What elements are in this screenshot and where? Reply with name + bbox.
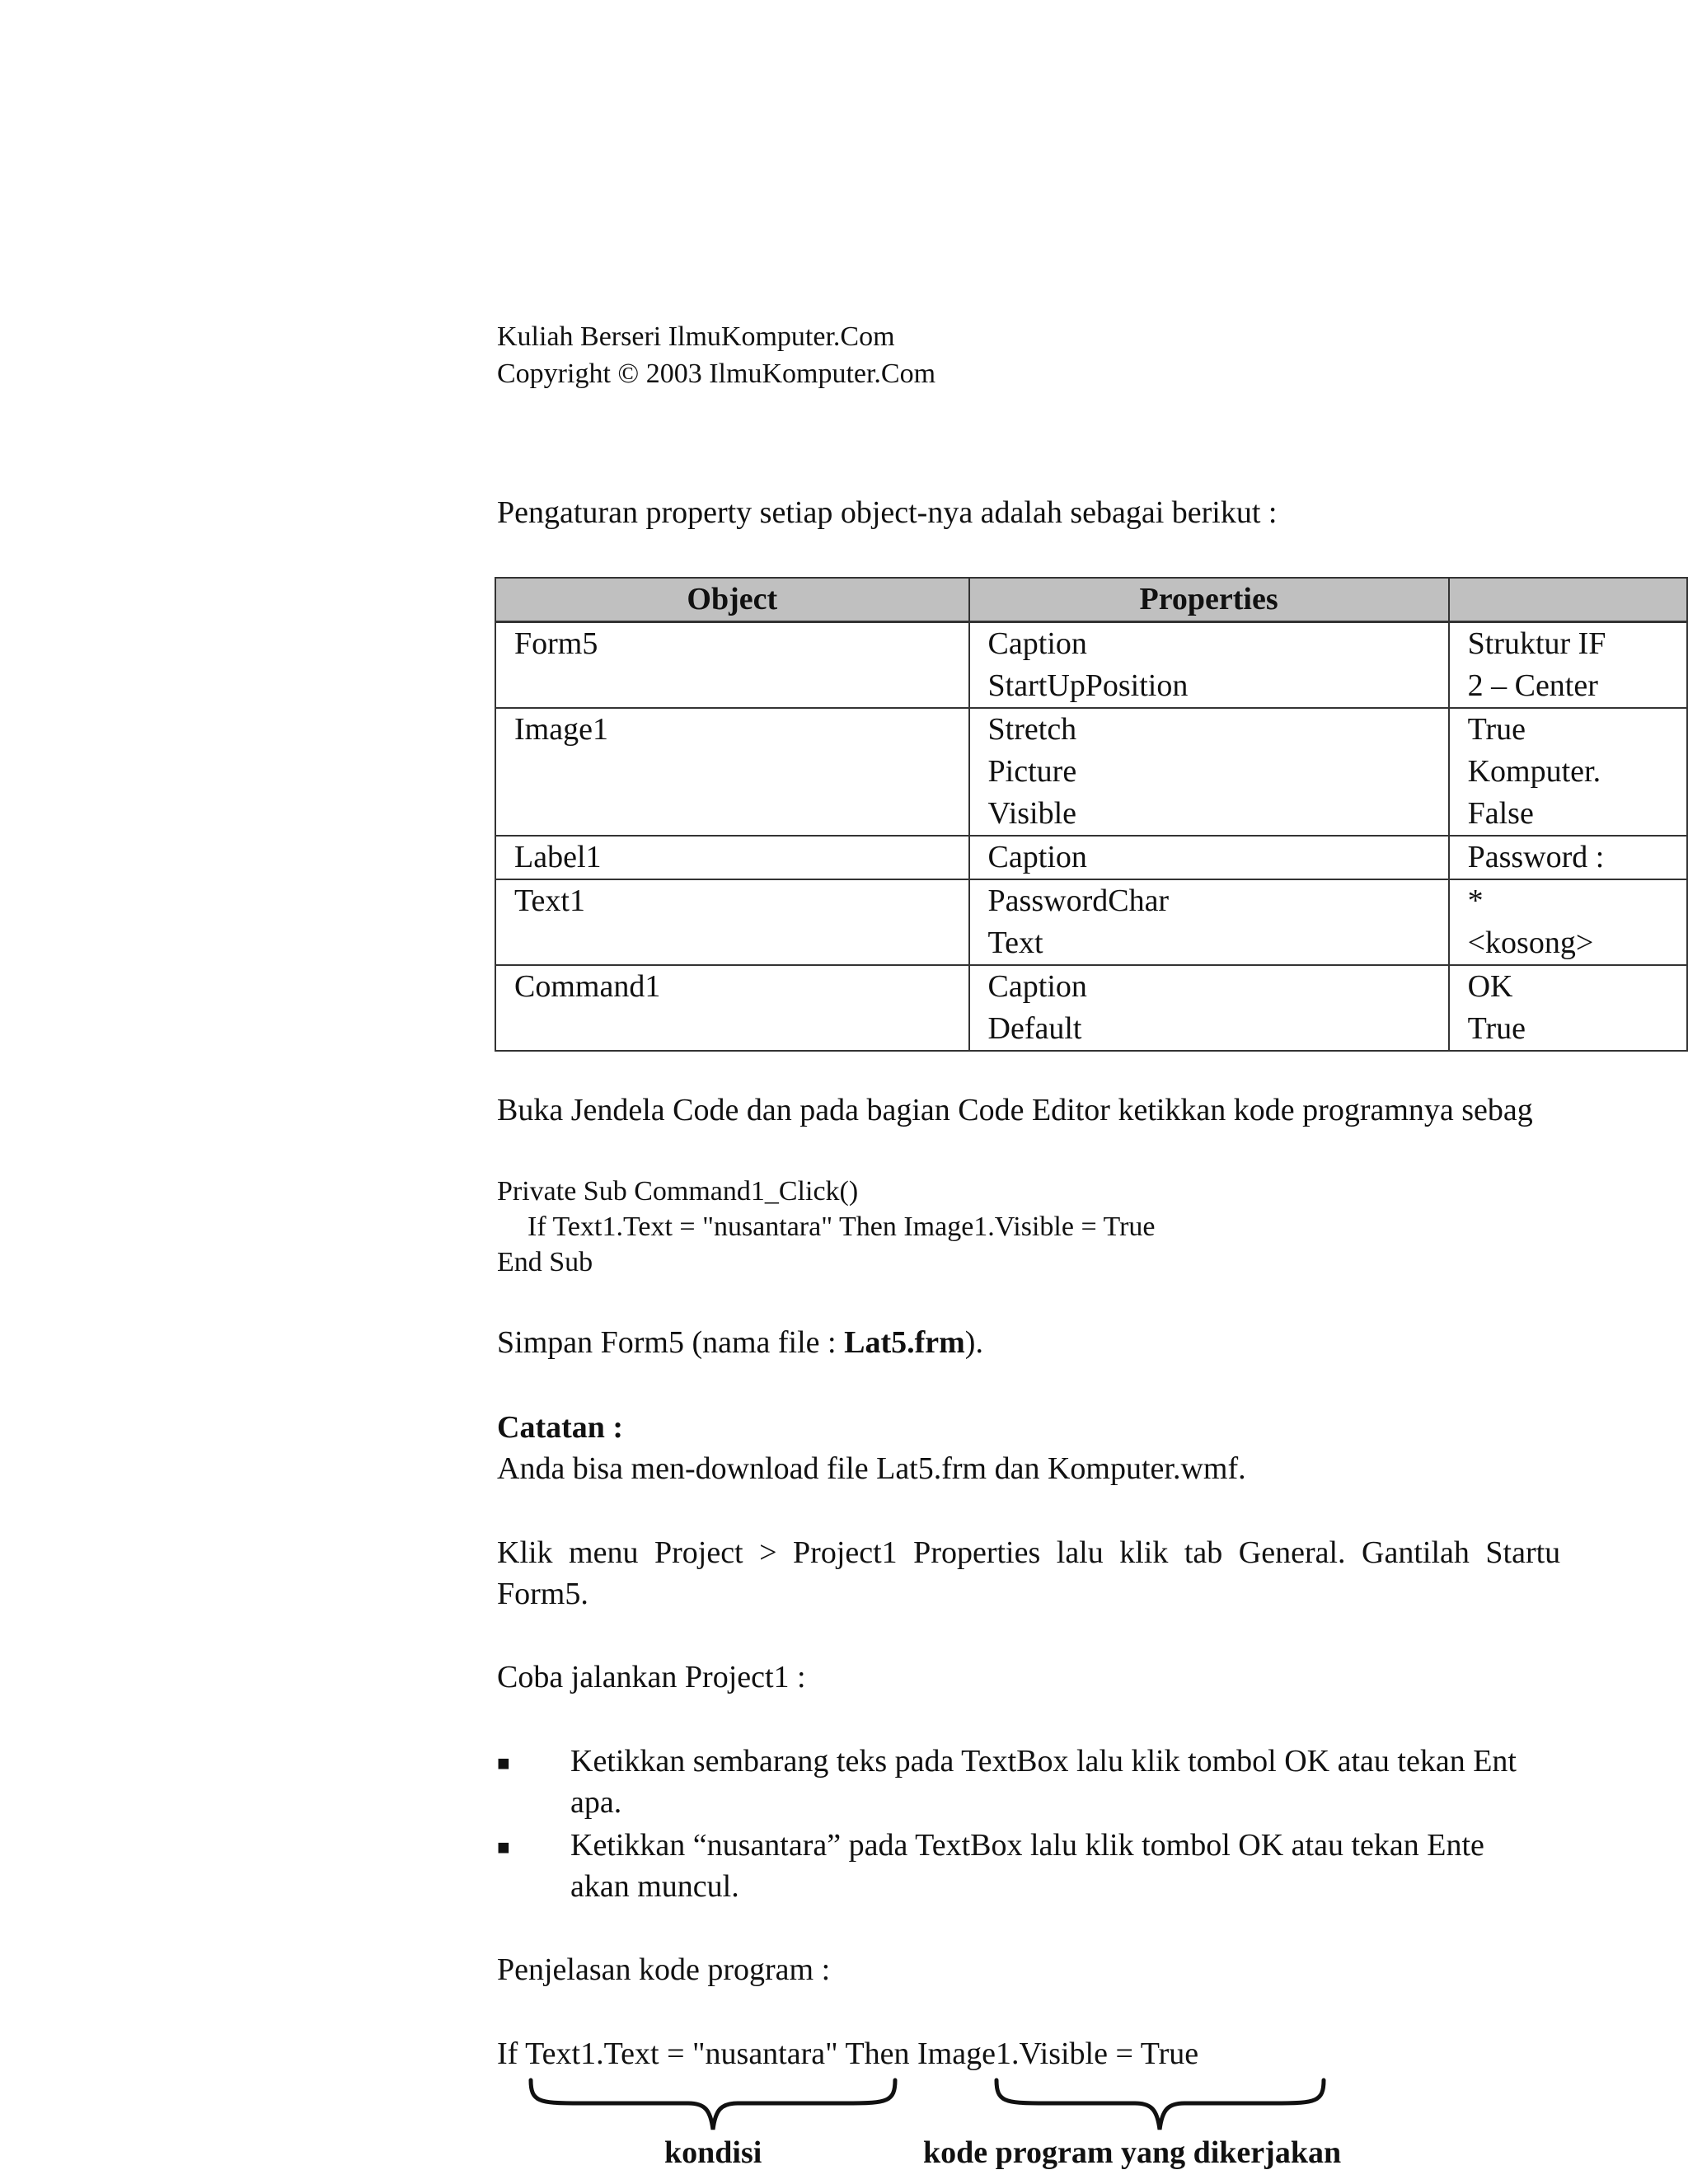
label-action: kode program yang dikerjakan	[923, 2135, 1342, 2170]
header-copyright: Copyright © 2003 IlmuKomputer.Com	[497, 359, 936, 389]
bullet-2-line-1: Ketikkan “nusantara” pada TextBox lalu klik tombol OK atau tekan Ente	[570, 1828, 1484, 1863]
object-name: Form5	[514, 626, 598, 661]
menu-instruction-line-2: Form5.	[497, 1577, 588, 1611]
note-title: Catatan :	[497, 1410, 624, 1445]
property-value: OK	[1467, 969, 1513, 1004]
property-value: Password :	[1467, 840, 1605, 874]
property-name: Default	[987, 1011, 1082, 1046]
table-row	[495, 879, 1687, 965]
property-value: True	[1467, 712, 1526, 747]
property-name: Picture	[987, 754, 1077, 789]
save-filename: Lat5.frm	[844, 1325, 965, 1360]
property-name: Visible	[987, 796, 1077, 831]
save-prefix: Simpan Form5 (nama file :	[497, 1325, 845, 1360]
property-name: StartUpPosition	[987, 668, 1189, 703]
header-object: Object	[495, 578, 969, 622]
action-brace-icon	[993, 2077, 1327, 2135]
label-condition: kondisi	[664, 2135, 762, 2170]
code-intro-text: Buka Jendela Code dan pada bagian Code Editor ketikkan kode programnya sebag	[497, 1093, 1533, 1127]
object-name: Text1	[514, 883, 585, 918]
property-name: Caption	[987, 626, 1087, 661]
diagram-statement: If Text1.Text = "nusantara" Then Image1.Visible = True	[497, 2036, 1199, 2071]
properties-table	[495, 577, 1688, 1052]
property-value: Struktur IF	[1467, 626, 1606, 661]
property-name: PasswordChar	[987, 883, 1170, 918]
object-name: Command1	[514, 969, 661, 1004]
explanation-title: Penjelasan kode program :	[497, 1952, 831, 1987]
bullet-1-line-1: Ketikkan sembarang teks pada TextBox lalu klik tombol OK atau tekan Ent	[570, 1744, 1517, 1779]
run-intro-text: Coba jalankan Project1 :	[497, 1660, 806, 1694]
table-row	[495, 836, 1687, 879]
intro-text: Pengaturan property setiap object-nya adalah sebagai berikut :	[497, 495, 1278, 530]
note-text: Anda bisa men-download file Lat5.frm dan Komputer.wmf.	[497, 1451, 1246, 1486]
code-line-2: If Text1.Text = "nusantara" Then Image1.Visible = True	[528, 1212, 1156, 1242]
table-row	[495, 708, 1687, 836]
property-value: Komputer.	[1467, 754, 1601, 789]
object-name: Image1	[514, 712, 608, 747]
bullet-2-line-2: akan muncul.	[570, 1869, 739, 1904]
save-instruction	[497, 1324, 983, 1361]
bullet-square-icon: ■	[497, 1835, 510, 1859]
save-suffix: ).	[964, 1325, 983, 1360]
header-value	[1449, 578, 1687, 622]
table-row	[495, 622, 1687, 709]
property-name: Text	[987, 926, 1043, 960]
menu-instruction-line-1: Klik menu Project > Project1 Properties lalu klik tab General. Gantilah Startu	[497, 1535, 1561, 1570]
header-title: Kuliah Berseri IlmuKomputer.Com	[497, 321, 895, 352]
property-value: <kosong>	[1467, 926, 1594, 960]
property-value: False	[1467, 796, 1534, 831]
bullet-square-icon: ■	[497, 1751, 510, 1775]
property-name: Caption	[987, 969, 1087, 1004]
object-name: Label1	[514, 840, 602, 874]
table-row	[495, 965, 1687, 1051]
property-name: Stretch	[987, 712, 1077, 747]
property-value: *	[1467, 883, 1484, 918]
table-header-row	[495, 578, 1687, 622]
condition-brace-icon	[528, 2077, 898, 2135]
property-name: Caption	[987, 840, 1087, 874]
code-line-3: End Sub	[497, 1247, 593, 1277]
property-value: True	[1467, 1011, 1526, 1046]
bullet-1-line-2: apa.	[570, 1785, 622, 1820]
property-value: 2 – Center	[1467, 668, 1598, 703]
code-line-1: Private Sub Command1_Click()	[497, 1176, 859, 1207]
header-properties: Properties	[969, 578, 1449, 622]
